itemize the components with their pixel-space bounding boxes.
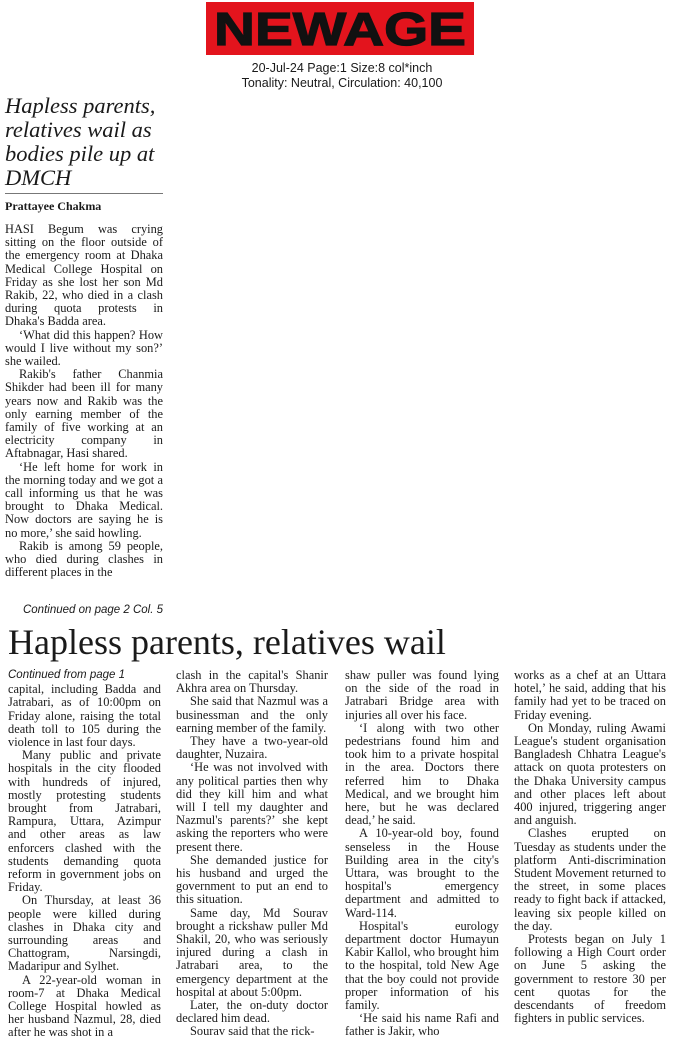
paragraph: works as a chef at an Uttara hotel,’ he said, adding that his family had yet to be traced on Friday evening. (514, 668, 666, 722)
paragraph: Sourav said that the rick- (190, 1024, 315, 1039)
byline: Prattayee Chakma (5, 199, 102, 213)
continuation-column-4 (514, 669, 666, 1025)
paragraph: A 22-year-old woman in room-7 at Dhaka Medical College Hospital howled as her husband Nazmul, 28, died after he was shot in a (8, 972, 161, 1040)
paragraph: Hospital's eurology department doctor Humayun Kabir Kallol, who brought him to the hospital, told New Age that the boy could not provide proper information of his family. (345, 918, 499, 1013)
clipping-meta-date: 20-Jul-24 Page:1 Size:8 col*inch (251, 61, 433, 75)
paragraph: Clashes erupted on Tuesday as students under the platform Anti-discrimination Student Movement returned to the street, in some places ready to fight back if attacked, leaving six people killed on the day. (514, 826, 666, 933)
paragraph: Protests began on July 1 following a High Court order on June 5 asking the government to restore 30 per cent quotas for the descendants of freedom fighters in public services. (514, 932, 666, 1026)
paragraph: HASI Begum was crying sitting on the floor outside of the emergency room at Dhaka Medical College Hospital on Friday as she lost her son Md Rakib, 22, who died in a clash during quota protests in Dhaka's Badda area. (5, 222, 163, 329)
paragraph: Rakib's father Chanmia Shikder had been ill for many years now and Rakib was the only earning member of the family of five working at an electricity company in Aftabnagar, Hasi shared. (5, 367, 163, 461)
continued-from-note: Continued from page 1 (8, 669, 125, 681)
paragraph: capital, including Badda and Jatrabari, as of 10:00pm on Friday alone, raising the total death toll to 105 during the violence in last four days. (8, 682, 161, 750)
paragraph: She said that Nazmul was a businessman and the only earning member of the family. (176, 694, 328, 735)
paragraph: Rakib is among 59 people, who died during clashes in different places in the (5, 538, 163, 580)
paragraph: ‘I along with two other pedestrians found him and took him to a private hospital in the area. Doctors there referred him to Dhaka Medical, and we brought him here, but he was declared dead,’ he said. (345, 720, 499, 828)
paragraph: Many public and private hospitals in the city flooded with hundreds of injured, mostly protesting students brought from Jatrabari, Rampura, Uttara, Azimpur and other areas as law enforcers clashed with the students demanding quota reform in government jobs on Friday. (8, 748, 161, 895)
paragraph: On Monday, ruling Awami League's student organisation Bangladesh Chhatra League's attack on quota protesters on the Dhaka University campus and other places left about 400 injured, triggering anger and anguish. (514, 720, 666, 828)
paragraph: ‘He was not involved with any political parties then why did they kill him and what will I tell my daughter and Nazmul's parents?’ she kept asking the reporters who were present there. (176, 760, 328, 854)
paragraph: ‘He left home for work in the morning today and we got a call informing us that he was brought to Dhaka Medical. Now doctors are saying he is no more,’ she said howling. (5, 459, 163, 540)
paragraph: She demanded justice for his husband and urged the government to put an end to this situation. (176, 852, 328, 907)
paragraph: ‘What did this happen? How would I live without my son?’ she wailed. (5, 327, 163, 369)
paragraph: On Thursday, at least 36 people were killed during clashes in Dhaka city and surrounding areas and Chattogram, Narsingdi, Madaripur and Sylhet. (8, 893, 161, 974)
newage-logo (206, 0, 474, 57)
paragraph: clash in the capital's Shanir Akhra area on Thursday. (176, 668, 328, 696)
paragraph: shaw puller was found lying on the side of the road in Jatrabari Bridge area with injuries all over his face. (345, 668, 499, 722)
paragraph: Later, the on-duty doctor declared him dead. (176, 998, 328, 1026)
continuation-column-1 (8, 669, 161, 1040)
paragraph: They have a two-year-old daughter, Nuzaira. (176, 734, 328, 762)
headline-divider (5, 193, 163, 194)
continued-on-note: Continued on page 2 Col. 5 (22, 604, 163, 616)
article-headline: Hapless parents, relatives wail as bodies pile up at DMCH (5, 93, 156, 190)
logo-text: NEWAGE (214, 3, 466, 55)
top-column (5, 223, 163, 579)
clipping-meta-tonality: Tonality: Neutral, Circulation: 40,100 (241, 76, 443, 90)
continuation-headline: Hapless parents, relatives wail (8, 622, 446, 662)
continuation-column-3 (345, 669, 499, 1039)
paragraph: A 10-year-old boy, found senseless in the House Building area in the city's Uttara, was brought to the hospital's emergency department and admitted to Ward-114. (345, 826, 499, 920)
paragraph: ‘He said his name Rafi and father is Jakir, who (345, 1011, 499, 1039)
paragraph: Same day, Md Sourav brought a rickshaw puller Md Shakil, 20, who was seriously injured during a clash in Jatrabari area, to the emergency department at the hospital at about 5:00pm. (176, 905, 328, 999)
continuation-column-2 (176, 669, 328, 1039)
